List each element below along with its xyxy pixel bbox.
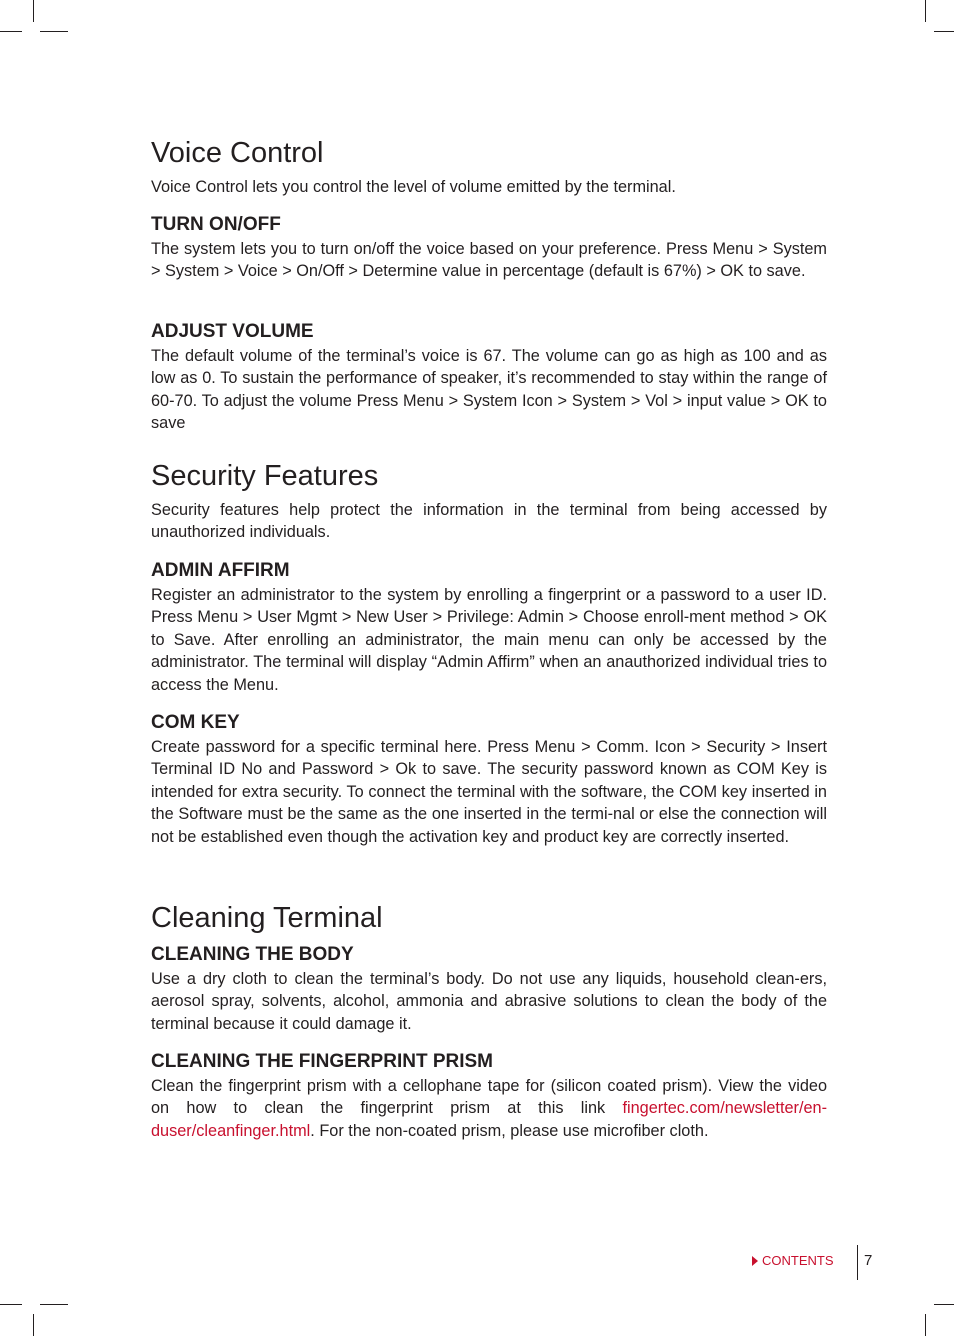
triangle-right-icon [752, 1256, 758, 1266]
crop-mark [0, 31, 22, 32]
adjust-volume-heading: ADJUST VOLUME [151, 321, 314, 342]
adjust-volume-body: The default volume of the terminal’s voice is 67. The volume can go as high as 100 and as low as 0. To sustain the performance of speaker, it’s recommended to stay within the range of 60-70. To adjust the volume Press Menu > System Icon > System > Vol > input value > OK to save [151, 347, 827, 433]
security-features-intro: Security features help protect the information in the terminal from being accessed by unauthorized individuals. [151, 501, 827, 542]
voice-control-title: Voice Control [151, 137, 324, 169]
crop-mark [0, 1304, 22, 1305]
crop-mark [934, 1304, 954, 1305]
cleaning-prism-text-before: Clean the fingerprint prism with a cellophane tape for (silicon coated prism). View the video on how to clean the fingerprint prism at this link [151, 1077, 827, 1118]
cleaning-prism-text-after: . For the non-coated prism, please use microfiber cloth. [310, 1121, 709, 1140]
crop-mark [925, 0, 926, 22]
crop-mark [33, 1314, 34, 1336]
crop-mark [40, 1304, 68, 1305]
crop-mark [40, 31, 68, 32]
com-key-body: Create password for a specific terminal here. Press Menu > Comm. Icon > Security > Insert Terminal ID No and Password > Ok to save. The security password known as COM Key is intended for extra security. To connect the terminal with the software, the COM key inserted in the Software must be the same as the one inserted in the termi-nal or else the connection will not be established even though the activation key and product key are correctly inserted. [151, 738, 827, 846]
cleaning-body-heading: CLEANING THE BODY [151, 944, 354, 965]
crop-mark [33, 0, 34, 22]
security-features-title: Security Features [151, 460, 379, 492]
crop-mark [925, 1314, 926, 1336]
turn-on-off-heading: TURN ON/OFF [151, 214, 281, 235]
page-number: 7 [864, 1252, 873, 1269]
cleaning-terminal-title: Cleaning Terminal [151, 902, 383, 934]
crop-mark [934, 31, 954, 32]
cleanfinger-link[interactable]: fingertec.com/newsletter/en-duser/cleanfinger.html [151, 1099, 827, 1140]
contents-label: CONTENTS [762, 1253, 834, 1268]
admin-affirm-heading: ADMIN AFFIRM [151, 560, 290, 581]
footer-divider [857, 1245, 858, 1280]
admin-affirm-body: Register an administrator to the system by enrolling a fingerprint or a password to a user ID. Press Menu > User Mgmt > New User > Privilege: Admin > Choose enroll-ment method > OK to Save. After enrolling an administrator, the main menu can only be accessed by the administrator. The terminal will display “Admin Affirm” when an anauthorized individual tries to access the Menu. [151, 586, 827, 694]
turn-on-off-body: The system lets you to turn on/off the voice based on your preference. Press Menu > System > System > Voice > On/Off > Determine value in percentage (default is 67%) > OK to save. [151, 240, 827, 281]
contents-link[interactable] [752, 1253, 834, 1269]
cleaning-prism-body [151, 1075, 827, 1142]
cleaning-prism-heading: CLEANING THE FINGERPRINT PRISM [151, 1051, 494, 1072]
com-key-heading: COM KEY [151, 712, 240, 733]
voice-control-intro: Voice Control lets you control the level of volume emitted by the terminal. [151, 178, 676, 196]
cleaning-body-body: Use a dry cloth to clean the terminal’s body. Do not use any liquids, household clean-ers, aerosol spray, solvents, alcohol, ammonia and abrasive solutions to clean the body of the terminal because it could damage it. [151, 970, 827, 1033]
